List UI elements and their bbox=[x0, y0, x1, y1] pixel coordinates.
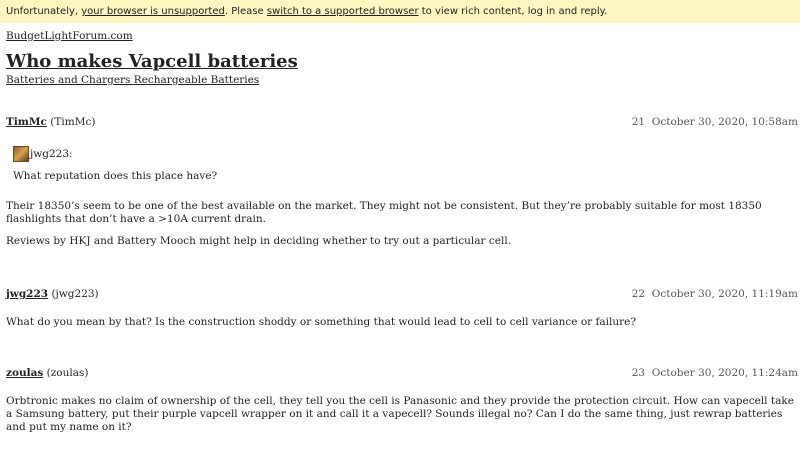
banner-text-suffix: to view rich content, log in and reply. bbox=[418, 6, 608, 17]
post-header bbox=[6, 363, 798, 383]
supported-browser-link[interactable]: switch to a supported browser bbox=[266, 6, 419, 17]
quote-title bbox=[13, 146, 794, 162]
post-paragraph: Orbtronic makes no claim of ownership of the cell, they tell you the cell is Panasonic and they provide the protection circuit. How can vapecell take a Samsung battery, put their purple vapcell wrapper on it and call it a vapecell? Sounds illegal no? Can I do the same thing, just rewrap batteries and put my name on it? bbox=[6, 395, 794, 433]
post-22 bbox=[6, 284, 798, 329]
author-link[interactable]: zoulas bbox=[6, 367, 44, 379]
post-header bbox=[6, 284, 798, 304]
post-body bbox=[6, 395, 794, 434]
post-quote bbox=[13, 146, 794, 183]
quote-author: jwg223: bbox=[30, 147, 73, 160]
author-link[interactable]: jwg223 bbox=[6, 288, 49, 300]
post-paragraph: Their 18350’s seem to be one of the best available on the market. They might not be consistent. But they’re probably suitable for most 18350 flashlights that don’t have a >10A current drain. bbox=[6, 200, 762, 225]
post-meta bbox=[632, 367, 798, 379]
author-username: (TimMc) bbox=[50, 116, 96, 128]
author-username: (zoulas) bbox=[46, 367, 89, 379]
breadcrumb bbox=[6, 74, 794, 86]
banner-text-prefix: Unfortunately, bbox=[6, 6, 82, 17]
post-date[interactable]: October 30, 2020, 11:24am bbox=[651, 367, 798, 379]
post-body bbox=[6, 316, 794, 329]
post-23 bbox=[6, 363, 798, 434]
author-username: (jwg223) bbox=[51, 288, 99, 300]
post-header bbox=[6, 112, 798, 132]
post-paragraph: What do you mean by that? Is the construction shoddy or something that would lead to cell to cell variance or failure? bbox=[6, 316, 637, 328]
post-number: 22 bbox=[631, 288, 646, 300]
unsupported-browser-link[interactable]: your browser is unsupported bbox=[81, 6, 225, 17]
post-body bbox=[6, 146, 794, 248]
post-number: 21 bbox=[631, 116, 646, 128]
site-home-link[interactable]: BudgetLightForum.com bbox=[6, 30, 133, 42]
post-author bbox=[6, 367, 88, 379]
author-link[interactable]: TimMc bbox=[6, 116, 47, 128]
post-author bbox=[6, 116, 95, 128]
post-author bbox=[6, 288, 99, 300]
post-paragraph: Reviews by HKJ and Battery Mooch might help in deciding whether to try out a particular cell. bbox=[6, 235, 512, 247]
post-number: 23 bbox=[631, 367, 646, 379]
post-meta bbox=[632, 288, 798, 300]
topic-title-text[interactable]: Who makes Vapcell batteries bbox=[6, 51, 298, 72]
post-meta bbox=[632, 116, 798, 128]
post-date[interactable]: October 30, 2020, 11:19am bbox=[651, 288, 798, 300]
avatar bbox=[13, 146, 29, 162]
post-date[interactable]: October 30, 2020, 10:58am bbox=[651, 116, 798, 128]
category-link[interactable]: Batteries and Chargers Rechargeable Batteries bbox=[6, 74, 260, 86]
post-21 bbox=[6, 112, 798, 248]
banner-text-mid: . Please bbox=[224, 6, 267, 17]
topic-content bbox=[0, 30, 800, 434]
unsupported-browser-banner bbox=[0, 0, 800, 23]
topic-title[interactable] bbox=[6, 51, 794, 72]
quote-text: What reputation does this place have? bbox=[13, 170, 218, 182]
